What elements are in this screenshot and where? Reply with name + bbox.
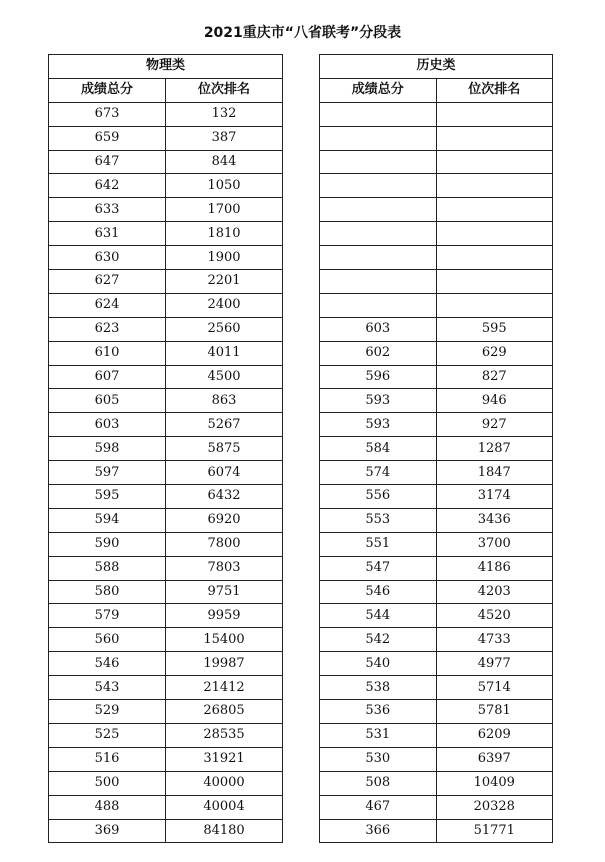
history-rank-cell xyxy=(436,126,553,150)
history-score-cell xyxy=(320,174,437,198)
history-table-row xyxy=(320,747,553,771)
history-rank-cell: 595 xyxy=(436,317,553,341)
physics-rank-cell: 7800 xyxy=(166,532,283,556)
history-rank-cell: 10409 xyxy=(436,771,553,795)
history-table-row xyxy=(320,317,553,341)
physics-score-cell: 642 xyxy=(49,174,166,198)
physics-score-cell: 579 xyxy=(49,604,166,628)
history-score-cell: 593 xyxy=(320,389,437,413)
history-table-row xyxy=(320,461,553,485)
physics-rank-cell: 1700 xyxy=(166,198,283,222)
physics-header-row xyxy=(49,55,283,79)
history-table-row xyxy=(320,580,553,604)
physics-rank-cell: 21412 xyxy=(166,676,283,700)
physics-rank-cell: 6074 xyxy=(166,461,283,485)
physics-score-cell: 623 xyxy=(49,317,166,341)
history-table-row xyxy=(320,700,553,724)
page-title: 2021重庆市“八省联考”分段表 xyxy=(203,25,402,41)
history-score-cell: 547 xyxy=(320,556,437,580)
physics-score-cell: 580 xyxy=(49,580,166,604)
physics-table-row xyxy=(49,222,283,246)
physics-rank-header: 位次排名 xyxy=(166,78,283,102)
history-table-row xyxy=(320,485,553,509)
history-rank-cell: 927 xyxy=(436,413,553,437)
history-rank-cell: 1847 xyxy=(436,461,553,485)
physics-score-cell: 597 xyxy=(49,461,166,485)
history-score-cell: 593 xyxy=(320,413,437,437)
history-rank-cell: 3700 xyxy=(436,532,553,556)
history-table xyxy=(319,54,553,843)
physics-table-row xyxy=(49,628,283,652)
history-rank-cell xyxy=(436,174,553,198)
physics-table-row xyxy=(49,652,283,676)
history-score-cell xyxy=(320,222,437,246)
physics-rank-cell: 2201 xyxy=(166,270,283,294)
physics-rank-cell: 1050 xyxy=(166,174,283,198)
physics-table-row xyxy=(49,102,283,126)
physics-table-row xyxy=(49,174,283,198)
history-table-row xyxy=(320,437,553,461)
physics-score-cell: 590 xyxy=(49,532,166,556)
history-score-cell xyxy=(320,102,437,126)
physics-rank-cell: 4500 xyxy=(166,365,283,389)
history-rank-cell: 6209 xyxy=(436,723,553,747)
physics-table xyxy=(48,54,283,843)
history-score-cell: 538 xyxy=(320,676,437,700)
history-table-row xyxy=(320,222,553,246)
history-table-row xyxy=(320,293,553,317)
physics-rank-cell: 1810 xyxy=(166,222,283,246)
physics-table-row xyxy=(49,676,283,700)
physics-rank-cell: 5875 xyxy=(166,437,283,461)
history-score-cell: 574 xyxy=(320,461,437,485)
physics-table-row xyxy=(49,556,283,580)
history-score-cell: 531 xyxy=(320,723,437,747)
history-rank-cell xyxy=(436,102,553,126)
history-rank-header: 位次排名 xyxy=(436,78,553,102)
history-table-row xyxy=(320,532,553,556)
physics-score-cell: 525 xyxy=(49,723,166,747)
physics-score-cell: 560 xyxy=(49,628,166,652)
history-table-row xyxy=(320,150,553,174)
physics-rank-cell: 7803 xyxy=(166,556,283,580)
physics-table-row xyxy=(49,365,283,389)
history-column-header-row xyxy=(320,78,553,102)
history-score-cell: 596 xyxy=(320,365,437,389)
physics-rank-cell: 844 xyxy=(166,150,283,174)
physics-table-row xyxy=(49,150,283,174)
history-score-cell xyxy=(320,270,437,294)
physics-rank-cell: 9959 xyxy=(166,604,283,628)
history-score-cell xyxy=(320,293,437,317)
history-score-cell: 536 xyxy=(320,700,437,724)
history-score-cell: 556 xyxy=(320,485,437,509)
history-rank-cell: 946 xyxy=(436,389,553,413)
physics-score-cell: 488 xyxy=(49,795,166,819)
physics-score-cell: 624 xyxy=(49,293,166,317)
physics-rank-cell: 15400 xyxy=(166,628,283,652)
physics-score-cell: 546 xyxy=(49,652,166,676)
history-score-cell: 551 xyxy=(320,532,437,556)
history-table-row xyxy=(320,652,553,676)
physics-score-cell: 369 xyxy=(49,819,166,843)
history-score-cell: 546 xyxy=(320,580,437,604)
history-table-row xyxy=(320,628,553,652)
history-rank-cell xyxy=(436,293,553,317)
physics-rank-cell: 6920 xyxy=(166,508,283,532)
physics-table-row xyxy=(49,819,283,843)
physics-score-cell: 633 xyxy=(49,198,166,222)
physics-table-row xyxy=(49,317,283,341)
physics-score-cell: 673 xyxy=(49,102,166,126)
physics-table-row xyxy=(49,270,283,294)
physics-rank-cell: 28535 xyxy=(166,723,283,747)
history-score-cell xyxy=(320,150,437,174)
physics-score-cell: 516 xyxy=(49,747,166,771)
physics-table-row xyxy=(49,198,283,222)
history-rank-cell: 4186 xyxy=(436,556,553,580)
history-rank-cell: 4977 xyxy=(436,652,553,676)
history-table-row xyxy=(320,676,553,700)
physics-table-row xyxy=(49,293,283,317)
physics-score-cell: 588 xyxy=(49,556,166,580)
history-rank-cell: 4203 xyxy=(436,580,553,604)
history-rank-cell xyxy=(436,198,553,222)
physics-table-row xyxy=(49,771,283,795)
physics-score-cell: 630 xyxy=(49,246,166,270)
physics-rank-cell: 84180 xyxy=(166,819,283,843)
history-score-cell: 366 xyxy=(320,819,437,843)
physics-rank-cell: 40004 xyxy=(166,795,283,819)
physics-column-header-row xyxy=(49,78,283,102)
history-rank-cell: 51771 xyxy=(436,819,553,843)
physics-rank-cell: 40000 xyxy=(166,771,283,795)
history-rank-cell: 3436 xyxy=(436,508,553,532)
physics-score-cell: 610 xyxy=(49,341,166,365)
physics-score-header: 成绩总分 xyxy=(49,78,166,102)
history-score-cell xyxy=(320,246,437,270)
physics-rank-cell: 863 xyxy=(166,389,283,413)
physics-table-row xyxy=(49,580,283,604)
physics-score-cell: 603 xyxy=(49,413,166,437)
history-table-row xyxy=(320,389,553,413)
history-rank-cell xyxy=(436,150,553,174)
history-rank-cell: 20328 xyxy=(436,795,553,819)
history-table-row xyxy=(320,604,553,628)
history-table-row xyxy=(320,771,553,795)
history-score-cell: 553 xyxy=(320,508,437,532)
physics-rank-cell: 26805 xyxy=(166,700,283,724)
history-rank-cell xyxy=(436,246,553,270)
history-score-cell: 602 xyxy=(320,341,437,365)
history-table-row xyxy=(320,174,553,198)
physics-score-cell: 543 xyxy=(49,676,166,700)
physics-rank-cell: 5267 xyxy=(166,413,283,437)
physics-header: 物理类 xyxy=(49,55,283,79)
physics-score-cell: 598 xyxy=(49,437,166,461)
physics-table-row xyxy=(49,341,283,365)
physics-score-cell: 500 xyxy=(49,771,166,795)
history-table-row xyxy=(320,365,553,389)
history-table-row xyxy=(320,341,553,365)
history-rank-cell: 4733 xyxy=(436,628,553,652)
history-table-row xyxy=(320,795,553,819)
history-score-cell: 584 xyxy=(320,437,437,461)
physics-rank-cell: 2400 xyxy=(166,293,283,317)
physics-rank-cell: 9751 xyxy=(166,580,283,604)
history-rank-cell: 4520 xyxy=(436,604,553,628)
physics-table-row xyxy=(49,246,283,270)
physics-score-cell: 627 xyxy=(49,270,166,294)
history-rank-cell: 629 xyxy=(436,341,553,365)
history-table-row xyxy=(320,246,553,270)
physics-table-row xyxy=(49,747,283,771)
history-table-row xyxy=(320,198,553,222)
history-rank-cell xyxy=(436,222,553,246)
history-rank-cell: 6397 xyxy=(436,747,553,771)
physics-rank-cell: 1900 xyxy=(166,246,283,270)
physics-rank-cell: 387 xyxy=(166,126,283,150)
physics-score-cell: 647 xyxy=(49,150,166,174)
history-score-cell: 542 xyxy=(320,628,437,652)
physics-table-row xyxy=(49,389,283,413)
history-score-cell: 530 xyxy=(320,747,437,771)
history-table-row xyxy=(320,126,553,150)
physics-rank-cell: 2560 xyxy=(166,317,283,341)
physics-score-cell: 607 xyxy=(49,365,166,389)
history-score-cell: 508 xyxy=(320,771,437,795)
history-table-row xyxy=(320,102,553,126)
history-score-cell: 544 xyxy=(320,604,437,628)
physics-score-cell: 659 xyxy=(49,126,166,150)
history-score-cell xyxy=(320,198,437,222)
history-rank-cell: 5781 xyxy=(436,700,553,724)
physics-score-cell: 631 xyxy=(49,222,166,246)
physics-table-row xyxy=(49,532,283,556)
physics-table-row xyxy=(49,437,283,461)
history-header: 历史类 xyxy=(320,55,553,79)
physics-table-row xyxy=(49,723,283,747)
history-rank-cell: 5714 xyxy=(436,676,553,700)
physics-rank-cell: 4011 xyxy=(166,341,283,365)
physics-rank-cell: 132 xyxy=(166,102,283,126)
physics-score-cell: 529 xyxy=(49,700,166,724)
physics-table-row xyxy=(49,485,283,509)
physics-table-row xyxy=(49,126,283,150)
history-score-cell: 467 xyxy=(320,795,437,819)
physics-score-cell: 595 xyxy=(49,485,166,509)
physics-rank-cell: 19987 xyxy=(166,652,283,676)
history-table-row xyxy=(320,819,553,843)
history-table-row xyxy=(320,270,553,294)
history-score-header: 成绩总分 xyxy=(320,78,437,102)
physics-table-row xyxy=(49,700,283,724)
history-table-row xyxy=(320,413,553,437)
history-rank-cell: 3174 xyxy=(436,485,553,509)
physics-table-row xyxy=(49,604,283,628)
history-header-row xyxy=(320,55,553,79)
physics-table-row xyxy=(49,461,283,485)
physics-score-cell: 594 xyxy=(49,508,166,532)
history-score-cell: 603 xyxy=(320,317,437,341)
physics-table-row xyxy=(49,795,283,819)
physics-rank-cell: 6432 xyxy=(166,485,283,509)
history-score-cell: 540 xyxy=(320,652,437,676)
physics-score-cell: 605 xyxy=(49,389,166,413)
physics-table-row xyxy=(49,413,283,437)
physics-table-row xyxy=(49,508,283,532)
physics-rank-cell: 31921 xyxy=(166,747,283,771)
history-rank-cell xyxy=(436,270,553,294)
history-table-row xyxy=(320,556,553,580)
history-score-cell xyxy=(320,126,437,150)
history-rank-cell: 1287 xyxy=(436,437,553,461)
history-rank-cell: 827 xyxy=(436,365,553,389)
history-table-row xyxy=(320,508,553,532)
history-table-row xyxy=(320,723,553,747)
